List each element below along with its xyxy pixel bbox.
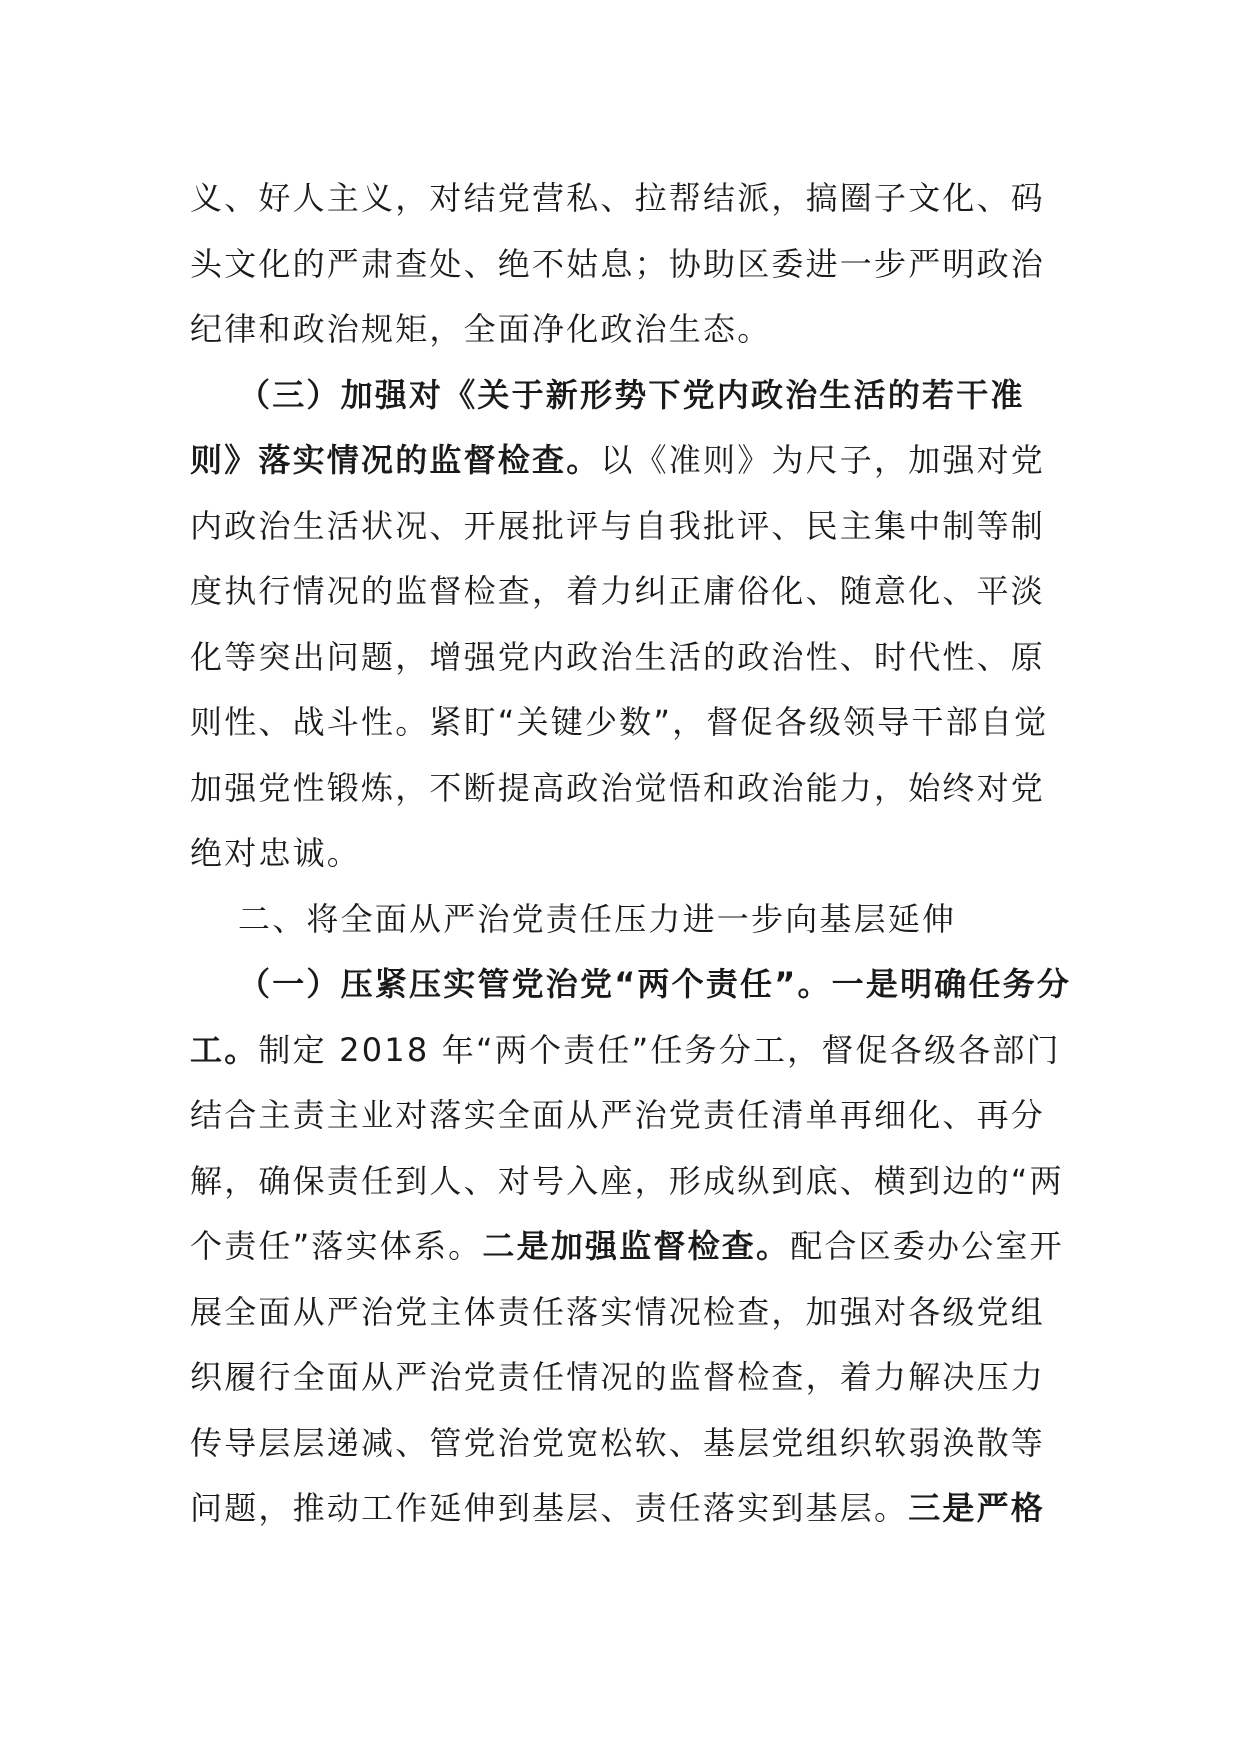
text-segment: 解，确保责任到人、对号入座，形成纵到底、横到边的“两 [190,1161,1064,1200]
bold-text-segment: 则》落实情况的监督检查。 [190,441,601,479]
text-segment: 配合区委办公室开 [790,1227,1064,1265]
text-line [190,559,1050,625]
text-line [190,232,1050,298]
bold-text-segment: 三是严格 [908,1489,1046,1527]
text-line [190,1345,1050,1411]
text-line [190,1476,1050,1542]
text-segment: 展全面从严治党主体责任落实情况检查，加强对各级党组 [190,1292,1046,1331]
text-line [190,1149,1064,1215]
text-line [190,821,1050,887]
bold-text-segment: 工。 [190,1030,259,1069]
text-segment: 传导层层递减、管党治党宽松软、基层党组织软弱涣散等 [190,1423,1046,1462]
body-text [190,166,1072,1542]
text-segment: 纪律和政治规矩，全面净化政治生态。 [190,310,772,348]
text-line [190,1018,1061,1084]
text-segment: 以《准则》为尺子，加强对党 [600,441,1046,479]
text-segment: 义、好人主义，对结党营私、拉帮结派，搞圈子文化、码 [190,179,1046,217]
text-segment: 制定 2018 年“两个责任”任务分工，督促各级各部门 [258,1030,1061,1069]
text-segment: 头文化的严肃查处、绝不姑息；协助区委进一步严明政治 [190,244,1046,283]
text-segment: 内政治生活状况、开展批评与自我批评、民主集中制等制 [190,506,1046,545]
bold-text-segment: （三）加强对《关于新形势下党内政治生活的若干准 [238,375,1025,414]
text-line [190,690,1050,756]
text-segment: 个责任”落实体系。 [190,1227,483,1265]
text-segment: 结合主责主业对落实全面从严治党责任清单再细化、再分 [190,1096,1046,1134]
text-line [190,428,1050,494]
text-line [190,1083,1050,1149]
text-line [190,1411,1050,1477]
bold-text-segment: （一）压紧压实管党治党“两个责任”。一是明确任务分 [238,965,1072,1003]
bold-text-segment: 二是加强监督检查。 [482,1227,791,1265]
text-line [190,297,1050,363]
text-segment: 绝对忠诚。 [190,834,362,872]
text-segment: 加强党性锻炼，不断提高政治觉悟和政治能力，始终对党 [190,768,1046,807]
text-segment: 度执行情况的监督检查，着力纠正庸俗化、随意化、平淡 [190,572,1046,610]
text-line [190,1280,1050,1346]
text-segment: 化等突出问题，增强党内政治生活的政治性、时代性、原 [190,637,1046,676]
text-line [190,363,1050,429]
text-line [190,952,1072,1018]
text-segment: 织履行全面从严治党责任情况的监督检查，着力解决压力 [190,1358,1046,1396]
text-segment: 则性、战斗性。紧盯“关键少数”，督促各级领导干部自觉 [190,703,1049,741]
text-line [190,1214,1064,1280]
text-segment: 问题，推动工作延伸到基层、责任落实到基层。 [190,1489,909,1527]
text-segment: 二、将全面从严治党责任压力进一步向基层延伸 [238,899,957,938]
text-line [190,625,1050,691]
text-line [190,756,1050,822]
text-line [190,887,1050,953]
text-line [190,166,1050,232]
text-line [190,494,1050,560]
